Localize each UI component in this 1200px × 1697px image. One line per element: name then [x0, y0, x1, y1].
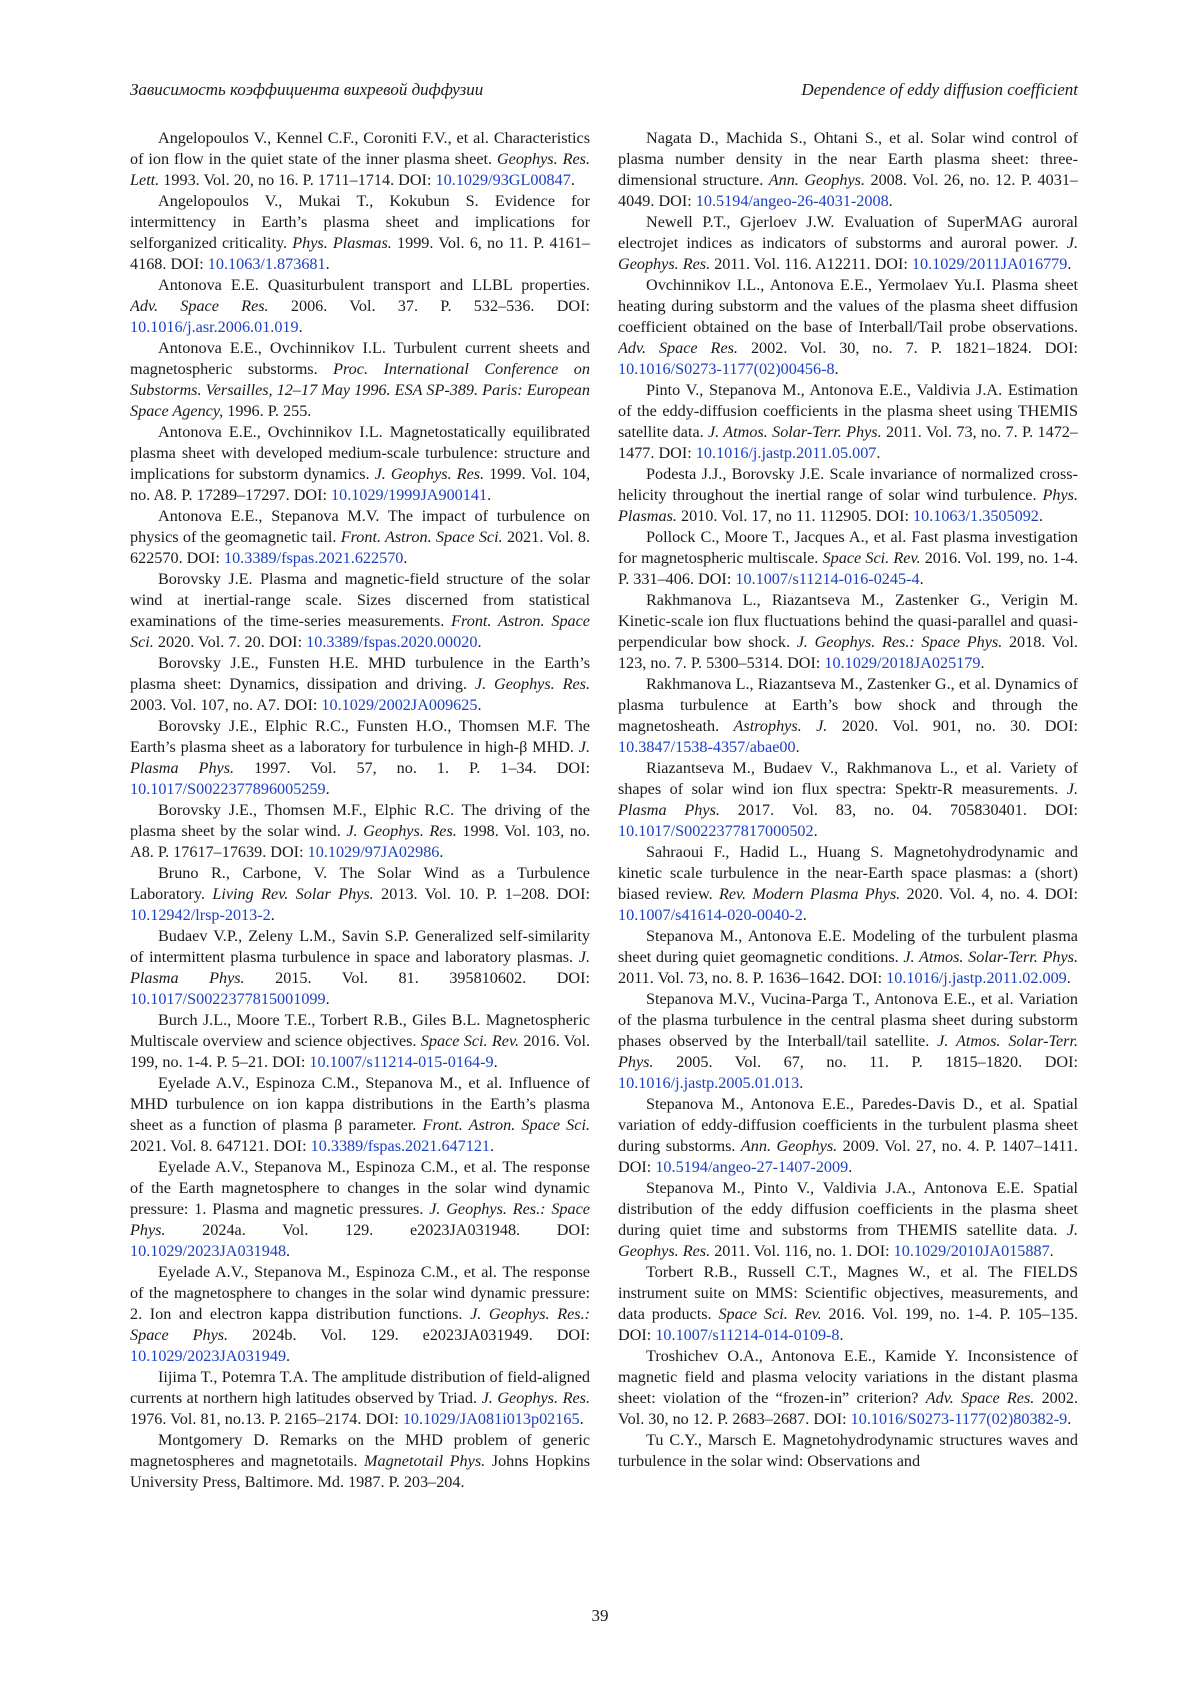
reference-journal: Phys. Plasmas. — [292, 234, 392, 252]
reference-authors: Torbert R.B., Russell C.T., Magnes W., et al. — [646, 1263, 978, 1281]
reference-doi-link[interactable]: 10.1029/2011JA016779 — [911, 255, 1068, 273]
reference-authors: Nagata D., Machida S., Ohtani S., et al. — [646, 129, 924, 147]
reference-details: 1996. P. 255. — [227, 402, 312, 420]
reference-doi-link[interactable]: 10.3389/fspas.2020.00020 — [306, 633, 478, 651]
reference-title: Kinetic-scale ion flux fluctuations behind the quasi-parallel and quasi-perpendicular bow shock. — [618, 612, 1078, 651]
reference-authors: Riazantseva M., Budaev V., Rakhmanova L., et al. — [646, 759, 1002, 777]
reference-end: . — [570, 171, 575, 189]
reference-title: Estimation of the eddy-diffusion coefficients in the plasma sheet using THEMIS satellite data. — [618, 381, 1078, 441]
reference-journal: Proc. International Conference on Substorms. Versailles, 12–17 May 1996. ESA SP-389. Paris: European Space Agency, — [130, 360, 590, 420]
reference-journal: Living Rev. Solar Phys. — [212, 885, 374, 903]
reference-details: 1993. Vol. 20, no 16. P. 1711–1714. DOI: — [163, 171, 432, 189]
reference-title: Spatial distribution of the eddy diffusion coefficients in the plasma sheet during quiet time and substorms from THEMIS satellite data. — [618, 1179, 1078, 1239]
reference-doi-link[interactable]: 10.1007/s41614-020-0040-2 — [618, 906, 803, 924]
reference-details: 2013. Vol. 10. P. 1–208. DOI: — [381, 885, 590, 903]
reference-journal: Front. Astron. Space Sci. — [340, 528, 503, 546]
reference-title: Quasiturbulent transport and LLBL properties. — [267, 276, 590, 294]
reference-entry — [130, 1073, 590, 1157]
reference-authors: Stepanova M., Antonova E.E. — [646, 927, 846, 945]
reference-end: . — [493, 1053, 498, 1071]
reference-authors: Antonova E.E. — [158, 276, 259, 294]
reference-end: . — [795, 738, 800, 756]
reference-title: The Earth’s plasma sheet as a laboratory for turbulence in high-β MHD. — [130, 717, 590, 756]
reference-details: 2018. Vol. 123, no. 7. P. 5300–5314. DOI: — [618, 633, 1078, 672]
reference-entry — [618, 1430, 1078, 1472]
reference-end: . — [1066, 969, 1071, 987]
reference-doi-link[interactable]: 10.1007/s11214-014-0109-8 — [655, 1326, 840, 1344]
reference-entry — [130, 338, 590, 422]
reference-end: . — [439, 843, 444, 861]
reference-entry — [130, 191, 590, 275]
reference-title: Generalized self-similarity of intermittent plasma turbulence in space and laboratory plasmas. — [130, 927, 590, 966]
reference-doi-link[interactable]: 10.1063/1.3505092 — [913, 507, 1039, 525]
reference-doi-link[interactable]: 10.1017/S0022377817000502 — [618, 822, 814, 840]
reference-entry — [130, 506, 590, 569]
reference-entry — [130, 128, 590, 191]
reference-title: Magnetospheric Multiscale overview and science objectives. — [130, 1011, 590, 1050]
reference-details: 2011. Vol. 116. A12211. DOI: — [714, 255, 908, 273]
reference-title: The response of the magnetosphere to changes in the solar wind dynamic pressure: 2. Ion and electron kappa distribution functions. — [130, 1263, 590, 1323]
reference-journal: Space Sci. Rev. — [822, 549, 921, 567]
reference-entry — [618, 275, 1078, 380]
reference-end: . — [477, 696, 482, 714]
reference-journal: J. Plasma Phys. — [130, 738, 590, 777]
reference-authors: Ovchinnikov I.L., Antonova E.E., Yermolaev Yu.I. — [646, 276, 986, 294]
reference-entry — [618, 1178, 1078, 1262]
reference-entry — [130, 800, 590, 863]
reference-entry — [618, 128, 1078, 212]
reference-title: Turbulent current sheets and magnetospheric substorms. — [130, 339, 590, 378]
reference-details: 1999. Vol. 104, no. A8. P. 17289–17297. DOI: — [130, 465, 590, 504]
reference-journal: J. Atmos. Solar-Terr. Phys. — [708, 423, 882, 441]
reference-authors: Podesta J.J., Borovsky J.E. — [646, 465, 825, 483]
reference-authors: Rakhmanova L., Riazantseva M., Zastenker G., et al. — [646, 675, 991, 693]
reference-end: . — [888, 192, 893, 210]
reference-entry — [130, 275, 590, 338]
reference-end: . — [325, 255, 330, 273]
reference-entry — [618, 464, 1078, 527]
reference-journal: J. Plasma Phys. — [130, 948, 590, 987]
reference-doi-link[interactable]: 10.3389/fspas.2021.647121 — [310, 1137, 491, 1155]
reference-title: Variation of the plasma turbulence in the central plasma sheet during substorm phases observed by the Interball/tail satellite. — [618, 990, 1078, 1050]
reference-details: 1999. Vol. 6, no 11. P. 4161–4168. DOI: — [130, 234, 590, 273]
reference-journal: J. Geophys. Res. — [618, 234, 1078, 273]
reference-end: . — [325, 780, 330, 798]
reference-details: 2020. Vol. 7. 20. DOI: — [157, 633, 303, 651]
reference-title: Variety of shapes of solar wind ion flux spectra: Spektr-R measurements. — [618, 759, 1078, 798]
reference-doi-link[interactable]: 10.1029/93GL00847 — [435, 171, 571, 189]
reference-authors: Eyelade A.V., Stepanova M., Espinoza C.M., et al. — [158, 1158, 497, 1176]
reference-end: . — [487, 486, 492, 504]
reference-details: 2011. Vol. 116, no. 1. DOI: — [714, 1242, 890, 1260]
reference-end: . — [325, 990, 330, 1008]
page-number: 39 — [591, 1606, 609, 1625]
reference-entry — [130, 1367, 590, 1430]
reference-entry — [130, 1430, 590, 1493]
reference-journal: J. Geophys. Res. — [374, 465, 485, 483]
reference-doi-link[interactable]: 10.1007/s11214-015-0164-9 — [309, 1053, 494, 1071]
reference-title: Modeling of the turbulent plasma sheet during quiet geomagnetic conditions. — [618, 927, 1078, 966]
reference-details: 1998. Vol. 103, no. A8. P. 17617–17639. DOI: — [130, 822, 590, 861]
reference-journal: J. Geophys. Res.: Space Phys. — [130, 1305, 590, 1344]
reference-details: 2008. Vol. 26, no. 12. P. 4031–4049. DOI: — [618, 171, 1078, 210]
reference-doi-link[interactable]: 10.1029/2023JA031949 — [130, 1347, 287, 1365]
running-head-right: Dependence of eddy diffusion coefficient — [801, 80, 1078, 99]
reference-doi-link[interactable]: 10.12942/lrsp-2013-2 — [130, 906, 271, 924]
reference-journal: J. Geophys. Res. — [474, 675, 590, 693]
reference-title: The Solar Wind as a Turbulence Laboratory. — [130, 864, 590, 903]
reference-doi-link[interactable]: 10.5194/angeo-26-4031-2008 — [695, 192, 889, 210]
reference-authors: Borovsky J.E. — [158, 570, 253, 588]
reference-details: 2015. Vol. 81. 395810602. DOI: — [275, 969, 590, 987]
reference-authors: Antonova E.E., Ovchinnikov I.L. — [158, 423, 383, 441]
reference-end: . — [286, 1242, 291, 1260]
reference-authors: Montgomery D. — [158, 1431, 269, 1449]
reference-journal: Magnetotail Phys. — [364, 1452, 486, 1470]
reference-end: . — [286, 1347, 291, 1365]
reference-title: Characteristics of ion flow in the quiet state of the inner plasma sheet. — [130, 129, 590, 168]
reference-title: Dynamics of plasma turbulence at Earth’s bow shock and through the magnetosheath. — [618, 675, 1078, 735]
reference-details: 2020. Vol. 4, no. 4. DOI: — [906, 885, 1078, 903]
reference-end: . — [813, 822, 818, 840]
reference-entry — [130, 926, 590, 1010]
reference-doi-link[interactable]: 10.1029/1999JA900141 — [331, 486, 488, 504]
reference-journal: Phys. Plasmas. — [618, 486, 1078, 525]
reference-authors: Eyelade A.V., Stepanova M., Espinoza C.M., et al. — [158, 1263, 497, 1281]
reference-entry — [618, 527, 1078, 590]
reference-title: Evaluation of SuperMAG auroral electrojet indices as indicators of substorms and auroral power. — [618, 213, 1078, 252]
reference-details: 2011. Vol. 73, no. 7. P. 1472–1477. DOI: — [618, 423, 1078, 462]
reference-details: 1997. Vol. 57, no. 1. P. 1–34. DOI: — [254, 759, 590, 777]
reference-entry — [618, 1346, 1078, 1430]
reference-end: . — [1038, 507, 1043, 525]
reference-authors: Angelopoulos V., Kennel C.F., Coroniti F.V., et al. — [158, 129, 489, 147]
reference-end: . — [799, 1074, 804, 1092]
reference-details: 2020. Vol. 901, no. 30. DOI: — [841, 717, 1078, 735]
reference-doi-link[interactable]: 10.3847/1538-4357/abae00 — [618, 738, 796, 756]
reference-journal: J. Geophys. Res. — [481, 1389, 590, 1407]
reference-title: The amplitude distribution of field-aligned currents at northern high latitudes observed by Triad. — [130, 1368, 590, 1407]
reference-entry — [618, 674, 1078, 758]
reference-journal: Ann. Geophys. — [768, 171, 866, 189]
reference-title: Influence of MHD turbulence on ion kappa distributions in the Earth’s plasma sheet as a function of plasma β parameter. — [130, 1074, 590, 1134]
reference-journal: J. Geophys. Res.: Space Phys. — [796, 633, 1003, 651]
reference-title: MHD turbulence in the Earth’s plasma sheet: Dynamics, dissipation and driving. — [130, 654, 590, 693]
reference-entry — [618, 380, 1078, 464]
reference-end: . — [802, 906, 807, 924]
reference-journal: Front. Astron. Space Sci. — [422, 1116, 590, 1134]
reference-title: Magnetohydrodynamic and kinetic scale turbulence in the near-Earth space plasmas: a (short) biased review. — [618, 843, 1078, 903]
reference-entry — [130, 653, 590, 716]
reference-entry — [130, 1157, 590, 1262]
reference-authors: Budaev V.P., Zeleny L.M., Savin S.P. — [158, 927, 409, 945]
reference-doi-link[interactable]: 10.1029/2010JA015887 — [893, 1242, 1050, 1260]
reference-doi-link[interactable]: 10.1016/S0273-1177(02)00456-8 — [618, 360, 835, 378]
reference-journal: Astrophys. J. — [733, 717, 828, 735]
reference-authors: Rakhmanova L., Riazantseva M., Zastenker G., Verigin M. — [646, 591, 1078, 609]
reference-doi-link[interactable]: 10.5194/angeo-27-1407-2009 — [655, 1158, 849, 1176]
reference-details: 2005. Vol. 67, no. 11. P. 1815–1820. DOI: — [676, 1053, 1078, 1071]
reference-entry — [618, 989, 1078, 1094]
reference-entry — [618, 758, 1078, 842]
reference-end: . — [1049, 1242, 1054, 1260]
reference-details: 2021. Vol. 8. 622570. DOI: — [130, 528, 590, 567]
reference-doi-link[interactable]: 10.1029/JA081i013p02165 — [402, 1410, 580, 1428]
reference-entry — [130, 1262, 590, 1367]
reference-journal: J. Geophys. Res.: Space Phys. — [130, 1200, 590, 1239]
reference-entry — [618, 842, 1078, 926]
reference-details: 2016. Vol. 199, no. 1-4. P. 331–406. DOI: — [618, 549, 1078, 588]
reference-authors: Borovsky J.E., Funsten H.E. — [158, 654, 359, 672]
reference-end: . — [876, 444, 881, 462]
reference-doi-link[interactable]: 10.1029/2002JA009625 — [321, 696, 478, 714]
reference-details: Johns Hopkins University Press, Baltimore. Md. 1987. P. 203–204. — [130, 1452, 590, 1491]
reference-title: Remarks on the MHD problem of generic magnetospheres and magnetotails. — [130, 1431, 590, 1470]
reference-entry — [130, 1010, 590, 1073]
reference-details: 1976. Vol. 81, no.13. P. 2165–2174. DOI: — [130, 1410, 399, 1428]
reference-end: . — [839, 1326, 844, 1344]
reference-authors: Troshichev O.A., Antonova E.E., Kamide Y. — [646, 1347, 959, 1365]
reference-title: Scale invariance of normalized cross-helicity throughout the inertial range of solar wind turbulence. — [618, 465, 1078, 504]
reference-journal: Adv. Space Res. — [618, 339, 738, 357]
reference-end: . — [477, 633, 482, 651]
reference-entry — [130, 863, 590, 926]
reference-details: 2016. Vol. 199, no. 1-4. P. 5–21. DOI: — [130, 1032, 590, 1071]
reference-title: Spatial variation of eddy-diffusion coefficients in the turbulent plasma sheet during substorms. — [618, 1095, 1078, 1155]
references-right-column — [618, 128, 1078, 1600]
reference-authors: Pinto V., Stepanova M., Antonova E.E., Valdivia J.A. — [646, 381, 1003, 399]
reference-title: The FIELDS instrument suite on MMS: Scientific objectives, measurements, and data products. — [618, 1263, 1078, 1323]
reference-authors: Stepanova M., Antonova E.E., Paredes-Davis D., et al. — [646, 1095, 1026, 1113]
reference-authors: Stepanova M.V., Vucina-Parga T., Antonova E.E., et al. — [646, 990, 1014, 1008]
reference-entry — [130, 422, 590, 506]
reference-authors: Antonova E.E., Ovchinnikov I.L. — [158, 339, 386, 357]
reference-end: . — [834, 360, 839, 378]
reference-entry — [618, 926, 1078, 989]
reference-doi-link[interactable]: 10.1016/j.jastp.2011.02.009 — [886, 969, 1067, 987]
reference-details: 2002. Vol. 30, no. 7. P. 1821–1824. DOI: — [750, 339, 1078, 357]
reference-doi-link[interactable]: 10.1016/j.jastp.2005.01.013 — [618, 1074, 800, 1092]
reference-details: 2024a. Vol. 129. e2023JA031948. DOI: — [202, 1221, 590, 1239]
reference-entry — [618, 1094, 1078, 1178]
reference-authors: Iijima T., Potemra T.A. — [158, 1368, 309, 1386]
reference-authors: Eyelade A.V., Espinoza C.M., Stepanova M., et al. — [158, 1074, 503, 1092]
reference-authors: Burch J.L., Moore T.E., Torbert R.B., Giles B.L. — [158, 1011, 481, 1029]
reference-journal: Front. Astron. Space Sci. — [130, 612, 590, 651]
reference-details: 2024b. Vol. 129. e2023JA031949. DOI: — [252, 1326, 590, 1344]
reference-doi-link[interactable]: 10.1029/2023JA031948 — [130, 1242, 287, 1260]
reference-doi-link[interactable]: 10.1063/1.873681 — [207, 255, 326, 273]
reference-authors: Stepanova M., Pinto V., Valdivia J.A., Antonova E.E. — [646, 1179, 1025, 1197]
reference-details: 2016. Vol. 199, no. 1-4. P. 105–135. DOI: — [618, 1305, 1078, 1344]
reference-journal: Adv. Space Res. — [925, 1389, 1035, 1407]
reference-authors: Sahraoui F., Hadid L., Huang S. — [646, 843, 884, 861]
reference-doi-link[interactable]: 10.1017/S0022377896005259 — [130, 780, 326, 798]
reference-journal: J. Atmos. Solar-Terr. Phys. — [903, 948, 1078, 966]
reference-doi-link[interactable]: 10.1007/s11214-016-0245-4 — [735, 570, 920, 588]
reference-details: 2021. Vol. 8. 647121. DOI: — [130, 1137, 307, 1155]
reference-title: Magnetohydrodynamic structures waves and turbulence in the solar wind: Observations and — [618, 1431, 1078, 1470]
reference-title: The impact of turbulence on physics of the geomagnetic tail. — [130, 507, 590, 546]
reference-title: Magnetostatically equilibrated plasma sheet with developed medium-scale turbulence: structure and implications for substorm dynamics. — [130, 423, 590, 483]
reference-end: . — [403, 549, 408, 567]
reference-end: . — [270, 906, 275, 924]
reference-doi-link[interactable]: 10.1029/97JA02986 — [307, 843, 440, 861]
reference-title: The response of the Earth magnetosphere to changes in the solar wind dynamic pressure: 1. Plasma and magnetic pressures. — [130, 1158, 590, 1218]
reference-title: Plasma sheet heating during substorm and the values of the plasma sheet diffusion coefficient obtained on the base of Interball/Tail probe observations. — [618, 276, 1078, 336]
reference-end: . — [1067, 255, 1072, 273]
references-left-column — [130, 128, 590, 1600]
reference-doi-link[interactable]: 10.1017/S0022377815001099 — [130, 990, 326, 1008]
reference-entry — [618, 212, 1078, 275]
reference-journal: J. Geophys. Res. — [618, 1221, 1078, 1260]
reference-doi-link[interactable]: 10.3389/fspas.2021.622570 — [223, 549, 404, 567]
reference-authors: Borovsky J.E., Thomsen M.F., Elphic R.C. — [158, 801, 455, 819]
reference-journal: J. Atmos. Solar-Terr. Phys. — [618, 1032, 1078, 1071]
reference-entry — [130, 716, 590, 800]
reference-authors: Pollock C., Moore T., Jacques A., et al. — [646, 528, 907, 546]
reference-doi-link[interactable]: 10.1016/j.asr.2006.01.019 — [130, 318, 299, 336]
reference-title: Solar wind control of plasma number density in the near Earth plasma sheet: three-dimensional structure. — [618, 129, 1078, 189]
reference-details: 2017. Vol. 83, no. 04. 705830401. DOI: — [737, 801, 1078, 819]
reference-end: . — [848, 1158, 853, 1176]
reference-authors: Antonova E.E., Stepanova M.V. — [158, 507, 380, 525]
reference-details: 2002. Vol. 30, no 12. P. 2683–2687. DOI: — [618, 1389, 1078, 1428]
reference-title: Evidence for intermittency in Earth’s plasma sheet and implications for selforganized criticality. — [130, 192, 590, 252]
reference-journal: Adv. Space Res. — [130, 297, 269, 315]
reference-end: . — [490, 1137, 495, 1155]
reference-authors: Borovsky J.E., Elphic R.C., Funsten H.O., Thomsen M.F. — [158, 717, 558, 735]
reference-authors: Newell P.T., Gjerloev J.W. — [646, 213, 835, 231]
reference-doi-link[interactable]: 10.1016/S0273-1177(02)80382-9 — [850, 1410, 1068, 1428]
reference-entry — [618, 590, 1078, 674]
reference-end: . — [298, 318, 303, 336]
reference-title: Inconsistence of magnetic field and plasma velocity variations in the distant plasma sheet: violation of the “frozen-in” criterion? — [618, 1347, 1078, 1407]
reference-authors: Tu C.Y., Marsch E. — [646, 1431, 777, 1449]
reference-details: 2010. Vol. 17, no 11. 112905. DOI: — [680, 507, 909, 525]
reference-doi-link[interactable]: 10.1016/j.jastp.2011.05.007 — [695, 444, 877, 462]
running-head — [130, 80, 1078, 104]
reference-authors: Bruno R., Carbone, V. — [158, 864, 328, 882]
reference-doi-link[interactable]: 10.1029/2018JA025179 — [824, 654, 981, 672]
reference-details: 2009. Vol. 27, no. 4. P. 1407–1411. DOI: — [618, 1137, 1078, 1176]
reference-authors: Angelopoulos V., Mukai T., Kokubun S. — [158, 192, 479, 210]
reference-end: . — [579, 1410, 584, 1428]
reference-journal: J. Geophys. Res. — [346, 822, 457, 840]
reference-journal: Space Sci. Rev. — [420, 1032, 519, 1050]
reference-journal: Geophys. Res. Lett. — [130, 150, 590, 189]
reference-entry — [130, 569, 590, 653]
reference-journal: Space Sci. Rev. — [718, 1305, 822, 1323]
reference-details: 2006. Vol. 37. P. 532–536. DOI: — [290, 297, 590, 315]
reference-title: Plasma and magnetic-field structure of the solar wind at inertial-range scale. Sizes discerned from statistical examinations of the time-series measurements. — [130, 570, 590, 630]
reference-details: 2011. Vol. 73, no. 8. P. 1636–1642. DOI: — [618, 969, 883, 987]
reference-end: . — [980, 654, 985, 672]
reference-journal: J. Plasma Phys. — [618, 780, 1078, 819]
reference-journal: Rev. Modern Plasma Phys. — [718, 885, 901, 903]
reference-details: 2003. Vol. 107, no. A7. DOI: — [130, 696, 318, 714]
reference-title: Fast plasma investigation for magnetospheric multiscale. — [618, 528, 1078, 567]
running-head-left: Зависимость коэффициента вихревой диффузии — [130, 80, 484, 99]
reference-entry — [618, 1262, 1078, 1346]
reference-title: The driving of the plasma sheet by the solar wind. — [130, 801, 590, 840]
reference-end: . — [1067, 1410, 1072, 1428]
reference-journal: Ann. Geophys. — [740, 1137, 838, 1155]
reference-end: . — [919, 570, 924, 588]
